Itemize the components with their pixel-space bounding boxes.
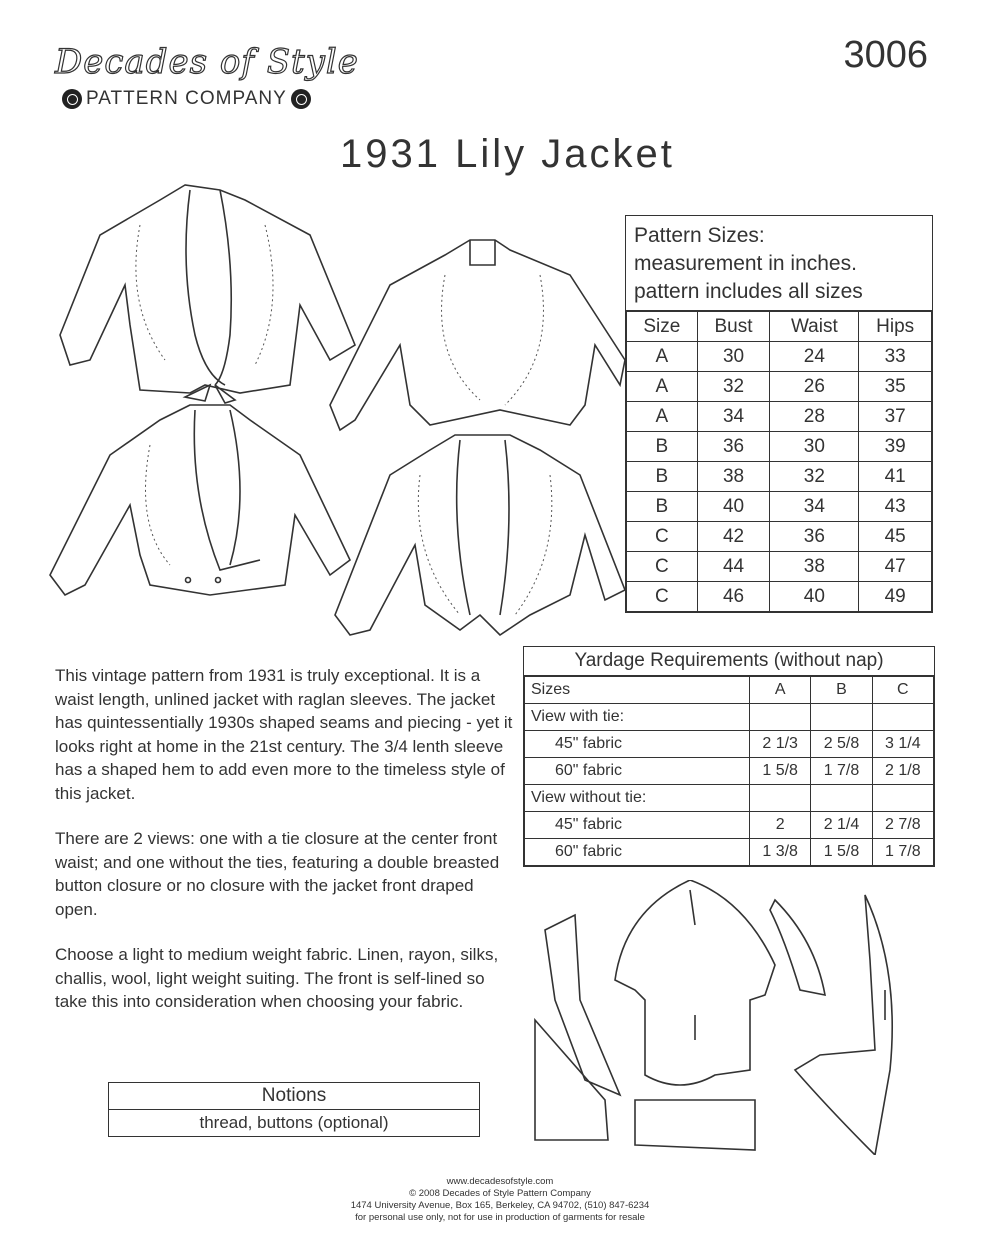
jacket-view-open <box>335 435 625 635</box>
table-row: 60" fabric 1 5/8 1 7/8 2 1/8 <box>525 758 934 785</box>
table-row: View with tie: <box>525 704 934 731</box>
company-name: PATTERN COMPANY <box>86 88 287 109</box>
table-row: C 46 40 49 <box>627 582 932 612</box>
jacket-view-tie-front <box>60 185 355 403</box>
pattern-number: 3006 <box>843 34 928 76</box>
table-row: C 42 36 45 <box>627 522 932 552</box>
rose-icon <box>62 89 82 109</box>
footer <box>300 1176 700 1224</box>
footer-website: www.decadesofstyle.com <box>446 1176 554 1187</box>
table-row: 60" fabric 1 3/8 1 5/8 1 7/8 <box>525 839 934 866</box>
pattern-pieces-diagram <box>530 880 910 1155</box>
notions-items: thread, buttons (optional) <box>199 1113 389 1132</box>
brand-name: Decades of Style <box>55 42 359 82</box>
footer-address: 1474 University Avenue, Box 165, Berkeley, CA 94702, (510) 847-6234 <box>350 1200 650 1211</box>
table-row: 45" fabric 2 2 1/4 2 7/8 <box>525 812 934 839</box>
rose-icon <box>291 89 311 109</box>
pattern-sizes-table <box>625 215 933 613</box>
table-row: B 38 32 41 <box>627 462 932 492</box>
jacket-illustrations <box>30 175 630 645</box>
sizes-header-row: Size Bust Waist Hips <box>627 312 932 342</box>
jacket-view-double-breasted <box>50 405 350 595</box>
table-row: A 32 26 35 <box>627 372 932 402</box>
footer-copyright: © 2008 Decades of Style Pattern Company <box>409 1188 591 1199</box>
footer-note: for personal use only, not for use in production of garments for resale <box>355 1212 645 1223</box>
company-line <box>62 88 311 110</box>
yardage-header-row: Sizes A B C <box>525 677 934 704</box>
table-row: C 44 38 47 <box>627 552 932 582</box>
page-title: 1931 Lily Jacket <box>340 132 675 176</box>
notions-box <box>108 1082 480 1137</box>
table-row: B 40 34 43 <box>627 492 932 522</box>
notions-title: Notions <box>109 1083 479 1110</box>
table-row: View without tie: <box>525 785 934 812</box>
table-row: B 36 30 39 <box>627 432 932 462</box>
yardage-title: Yardage Requirements (without nap) <box>524 647 934 676</box>
yardage-grid <box>524 676 934 866</box>
table-row: A 30 24 33 <box>627 342 932 372</box>
yardage-table <box>523 646 935 867</box>
sizes-grid <box>626 311 932 612</box>
description-paragraph: Choose a light to medium weight fabric. Linen, rayon, silks, challis, wool, light weight suiting. The front is self-lined so take this into consideration when choosing your fabric. <box>55 945 499 1011</box>
description-paragraph: This vintage pattern from 1931 is truly exceptional. It is a waist length, unlined jacket with raglan sleeves. The jacket has quintessentially 1930s shaped seams and piecing - yet it looks right at home in the 21st century. The 3/4 lenth sleeve has a shaped hem to add even more to the timeless style of this jacket. <box>55 666 513 803</box>
table-row: 45" fabric 2 1/3 2 5/8 3 1/4 <box>525 731 934 758</box>
table-row: A 34 28 37 <box>627 402 932 432</box>
jacket-view-back <box>330 240 625 430</box>
description <box>55 664 515 1036</box>
sizes-heading: Pattern Sizes: measurement in inches. pattern includes all sizes <box>626 216 932 311</box>
description-paragraph: There are 2 views: one with a tie closure at the center front waist; and one without the ties, featuring a double breasted button closure or no closure with the jacket front draped open. <box>55 829 500 919</box>
